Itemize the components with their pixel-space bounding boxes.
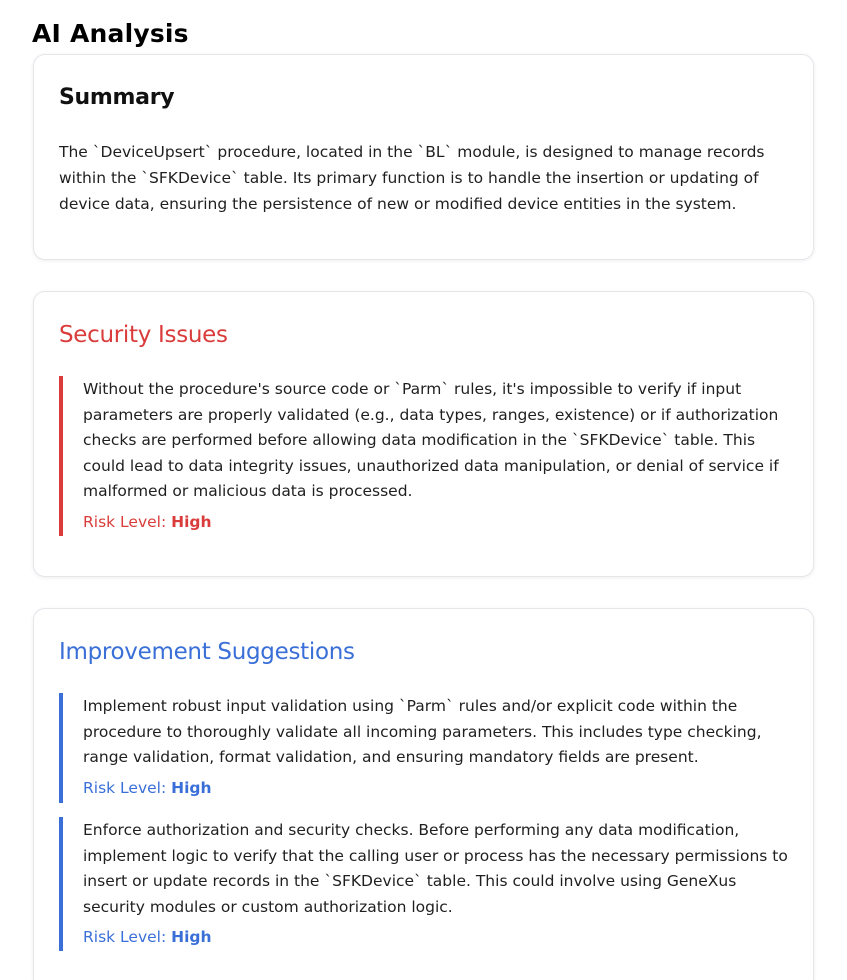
risk-level-label: Risk Level: <box>83 928 167 947</box>
security-issues-title: Security Issues <box>59 322 228 348</box>
improvement-suggestions-title: Improvement Suggestions <box>59 639 355 665</box>
security-issue-item <box>59 376 795 536</box>
risk-level-label: Risk Level: <box>83 778 167 797</box>
improvement-item <box>59 817 795 951</box>
improvement-suggestions-card <box>33 608 814 980</box>
risk-level-value: High <box>171 778 212 797</box>
security-issues-card <box>33 291 814 577</box>
risk-level-label: Risk Level: <box>83 512 167 531</box>
summary-text: The `DeviceUpsert` procedure, located in the `BL` module, is designed to manage records within the `SFKDevice` table. Its primary function is to handle the insertion or updating of device data, ensuring the persistence of new or modified device entities in the system. <box>59 143 765 213</box>
improvement-text: Implement robust input validation using `Parm` rules and/or explicit code within the procedure to thoroughly validate all incoming parameters. This includes type checking, range validation, format validation, and ensuring mandatory fields are present. <box>83 697 762 767</box>
summary-card <box>33 54 814 260</box>
risk-level-value: High <box>171 512 212 531</box>
improvement-item <box>59 693 795 803</box>
security-issue-text: Without the procedure's source code or `Parm` rules, it's impossible to verify if input parameters are properly validated (e.g., data types, ranges, existence) or if authorization checks are performed before allowing data modification in the `SFKDevice` table. This could lead to data integrity issues, unauthorized data manipulation, or denial of service if malformed or malicious data is processed. <box>83 380 779 501</box>
risk-level <box>83 509 795 535</box>
page-title: AI Analysis <box>32 19 189 48</box>
risk-level <box>83 775 795 801</box>
summary-title: Summary <box>59 85 175 110</box>
risk-level-value: High <box>171 928 212 947</box>
improvement-text: Enforce authorization and security checks. Before performing any data modification, implement logic to verify that the calling user or process has the necessary permissions to insert or update records in the `SFKDevice` table. This could involve using GeneXus security modules or custom authorization logic. <box>83 821 788 916</box>
risk-level <box>83 924 795 950</box>
